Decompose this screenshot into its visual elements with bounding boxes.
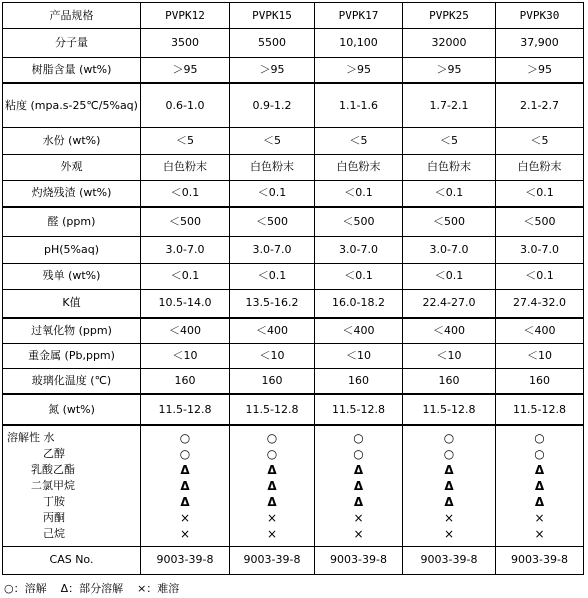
solvent-name: 水 xyxy=(43,430,55,444)
row-viscosity xyxy=(3,83,584,127)
solubility-symbol: Δ xyxy=(353,478,364,493)
cell-heavy-metal: ＜10 xyxy=(230,344,315,368)
cell-aldehyde: ＜500 xyxy=(315,207,403,237)
row-residual-monomer xyxy=(3,263,584,289)
solubility-symbol: × xyxy=(179,510,191,525)
cell-resin-content: ＞95 xyxy=(141,57,230,83)
solubility-symbol: × xyxy=(266,526,278,541)
solvent-line xyxy=(7,462,138,478)
cell-nitrogen: 11.5-12.8 xyxy=(315,394,403,424)
cell-residual-monomer: ＜0.1 xyxy=(141,263,230,289)
solubility-symbols xyxy=(403,425,496,546)
solubility-symbols xyxy=(496,425,584,546)
row-label: CAS No. xyxy=(3,546,141,574)
grade-header: PVPK17 xyxy=(315,3,403,29)
solubility-symbol: × xyxy=(353,526,364,541)
solubility-symbol: ○ xyxy=(266,446,278,461)
cell-glass-transition: 160 xyxy=(230,368,315,394)
solubility-symbol: Δ xyxy=(267,478,277,493)
cell-peroxide: ＜400 xyxy=(496,318,584,344)
cell-glass-transition: 160 xyxy=(403,368,496,394)
header-row xyxy=(3,3,584,29)
solubility-symbol: ○ xyxy=(266,430,278,445)
cell-cas: 9003-39-8 xyxy=(496,546,584,574)
cell-cas: 9003-39-8 xyxy=(141,546,230,574)
cell-peroxide: ＜400 xyxy=(315,318,403,344)
row-label: 分子量 xyxy=(3,29,141,57)
solubility-symbol: × xyxy=(534,510,545,525)
cell-molecular-weight: 32000 xyxy=(403,29,496,57)
cell-nitrogen: 11.5-12.8 xyxy=(403,394,496,424)
solubility-symbol: × xyxy=(179,526,191,541)
cell-aldehyde: ＜500 xyxy=(403,207,496,237)
solubility-symbols xyxy=(230,425,315,546)
spec-table-body xyxy=(3,3,584,575)
solvent-name: 乙醇 xyxy=(43,446,65,460)
solubility-symbol: Δ xyxy=(444,462,454,477)
solubility-symbol: Δ xyxy=(534,462,545,477)
cell-resin-content: ＞95 xyxy=(496,57,584,83)
solubility-symbol: Δ xyxy=(180,478,190,493)
solvent-line xyxy=(7,446,138,462)
solubility-symbol: ○ xyxy=(179,430,191,445)
row-label: K值 xyxy=(3,289,141,317)
solubility-symbol: ○ xyxy=(353,446,364,461)
solubility-symbol: Δ xyxy=(534,478,545,493)
cell-appearance: 白色粉末 xyxy=(141,154,230,180)
spec-table xyxy=(2,2,584,575)
cell-heavy-metal: ＜10 xyxy=(141,344,230,368)
row-cas xyxy=(3,546,584,574)
cell-ignition-residue: ＜0.1 xyxy=(230,180,315,206)
cell-nitrogen: 11.5-12.8 xyxy=(496,394,584,424)
solubility-symbol: Δ xyxy=(180,462,190,477)
row-heavy-metal xyxy=(3,344,584,368)
row-label: 灼烧残渣 (wt%) xyxy=(3,180,141,206)
cell-glass-transition: 160 xyxy=(496,368,584,394)
cell-peroxide: ＜400 xyxy=(403,318,496,344)
solvent-name: 丙酮 xyxy=(43,510,65,524)
cell-nitrogen: 11.5-12.8 xyxy=(230,394,315,424)
row-solubility xyxy=(3,425,584,546)
cell-cas: 9003-39-8 xyxy=(403,546,496,574)
solubility-symbol: ○ xyxy=(443,430,455,445)
solubility-symbol: Δ xyxy=(353,494,364,509)
solvent-line xyxy=(7,478,138,494)
grade-header: PVPK12 xyxy=(141,3,230,29)
cell-appearance: 白色粉末 xyxy=(496,154,584,180)
cell-k-value: 16.0-18.2 xyxy=(315,289,403,317)
cell-ignition-residue: ＜0.1 xyxy=(496,180,584,206)
row-molecular-weight xyxy=(3,29,584,57)
row-resin-content xyxy=(3,57,584,83)
cell-resin-content: ＞95 xyxy=(403,57,496,83)
row-k-value xyxy=(3,289,584,317)
cell-aldehyde: ＜500 xyxy=(230,207,315,237)
row-label: 水份 (wt%) xyxy=(3,128,141,154)
solvent-line xyxy=(7,510,138,526)
cell-cas: 9003-39-8 xyxy=(315,546,403,574)
cell-water: ＜5 xyxy=(230,128,315,154)
solvent-line xyxy=(7,430,138,446)
solvent-name: 丁胺 xyxy=(43,494,65,508)
cell-resin-content: ＞95 xyxy=(230,57,315,83)
cell-aldehyde: ＜500 xyxy=(141,207,230,237)
solubility-symbol: Δ xyxy=(180,494,190,509)
row-aldehyde xyxy=(3,207,584,237)
header-label: 产品规格 xyxy=(3,3,141,29)
cell-water: ＜5 xyxy=(141,128,230,154)
cell-appearance: 白色粉末 xyxy=(315,154,403,180)
solubility-label-cell xyxy=(3,425,141,546)
row-glass-transition xyxy=(3,368,584,394)
solubility-symbol: ○ xyxy=(179,446,191,461)
cell-residual-monomer: ＜0.1 xyxy=(496,263,584,289)
cell-water: ＜5 xyxy=(496,128,584,154)
solubility-symbol: × xyxy=(353,510,364,525)
row-label: 树脂含量 (wt%) xyxy=(3,57,141,83)
cell-cas: 9003-39-8 xyxy=(230,546,315,574)
cell-molecular-weight: 5500 xyxy=(230,29,315,57)
cell-ph: 3.0-7.0 xyxy=(403,237,496,263)
cell-viscosity: 0.6-1.0 xyxy=(141,83,230,127)
row-label: 玻璃化温度 (℃) xyxy=(3,368,141,394)
cell-nitrogen: 11.5-12.8 xyxy=(141,394,230,424)
cell-molecular-weight: 3500 xyxy=(141,29,230,57)
solubility-symbol: Δ xyxy=(444,478,454,493)
solubility-symbol: Δ xyxy=(534,494,545,509)
cell-heavy-metal: ＜10 xyxy=(403,344,496,368)
row-ignition-residue xyxy=(3,180,584,206)
cell-appearance: 白色粉末 xyxy=(230,154,315,180)
cell-residual-monomer: ＜0.1 xyxy=(403,263,496,289)
row-ph xyxy=(3,237,584,263)
solvent-name: 己烷 xyxy=(43,526,65,540)
cell-viscosity: 0.9-1.2 xyxy=(230,83,315,127)
row-label: 醛 (ppm) xyxy=(3,207,141,237)
cell-k-value: 10.5-14.0 xyxy=(141,289,230,317)
solubility-legend: ○：溶解 Δ：部分溶解 ×：难溶 xyxy=(4,582,180,595)
solubility-symbol: × xyxy=(443,526,455,541)
row-label: pH(5%aq) xyxy=(3,237,141,263)
cell-k-value: 13.5-16.2 xyxy=(230,289,315,317)
cell-aldehyde: ＜500 xyxy=(496,207,584,237)
cell-resin-content: ＞95 xyxy=(315,57,403,83)
row-label: 过氧化物 (ppm) xyxy=(3,318,141,344)
solubility-symbols xyxy=(315,425,403,546)
grade-header: PVPK30 xyxy=(496,3,584,29)
cell-ph: 3.0-7.0 xyxy=(496,237,584,263)
solubility-symbol: Δ xyxy=(444,494,454,509)
cell-molecular-weight: 37,900 xyxy=(496,29,584,57)
grade-header: PVPK15 xyxy=(230,3,315,29)
cell-ph: 3.0-7.0 xyxy=(141,237,230,263)
solvent-name: 二氯甲烷 xyxy=(31,478,75,492)
solubility-symbol: × xyxy=(534,526,545,541)
cell-ph: 3.0-7.0 xyxy=(315,237,403,263)
grade-header: PVPK25 xyxy=(403,3,496,29)
cell-appearance: 白色粉末 xyxy=(403,154,496,180)
solubility-symbol: ○ xyxy=(353,430,364,445)
cell-ignition-residue: ＜0.1 xyxy=(315,180,403,206)
solubility-symbol: ○ xyxy=(534,430,545,445)
solubility-symbol: × xyxy=(266,510,278,525)
cell-viscosity: 1.7-2.1 xyxy=(403,83,496,127)
cell-water: ＜5 xyxy=(403,128,496,154)
row-label: 外观 xyxy=(3,154,141,180)
solubility-symbol: Δ xyxy=(267,494,277,509)
cell-heavy-metal: ＜10 xyxy=(496,344,584,368)
row-appearance xyxy=(3,154,584,180)
solvent-line xyxy=(7,494,138,510)
solubility-label: 溶解性 xyxy=(7,430,40,444)
solubility-symbol: × xyxy=(443,510,455,525)
cell-k-value: 22.4-27.0 xyxy=(403,289,496,317)
solvent-name: 乳酸乙酯 xyxy=(31,462,75,476)
solubility-symbol: ○ xyxy=(534,446,545,461)
row-label: 氮 (wt%) xyxy=(3,394,141,424)
row-label: 重金属 (Pb,ppm) xyxy=(3,344,141,368)
solubility-symbol: Δ xyxy=(267,462,277,477)
row-nitrogen xyxy=(3,394,584,424)
row-peroxide xyxy=(3,318,584,344)
cell-peroxide: ＜400 xyxy=(230,318,315,344)
cell-residual-monomer: ＜0.1 xyxy=(230,263,315,289)
solvent-line xyxy=(7,526,138,542)
cell-water: ＜5 xyxy=(315,128,403,154)
row-label: 粘度 (mpa.s-25℃/5%aq) xyxy=(3,83,141,127)
cell-residual-monomer: ＜0.1 xyxy=(315,263,403,289)
cell-glass-transition: 160 xyxy=(315,368,403,394)
solubility-symbols xyxy=(141,425,230,546)
row-label: 残单 (wt%) xyxy=(3,263,141,289)
cell-molecular-weight: 10,100 xyxy=(315,29,403,57)
cell-k-value: 27.4-32.0 xyxy=(496,289,584,317)
cell-viscosity: 2.1-2.7 xyxy=(496,83,584,127)
cell-glass-transition: 160 xyxy=(141,368,230,394)
cell-heavy-metal: ＜10 xyxy=(315,344,403,368)
cell-viscosity: 1.1-1.6 xyxy=(315,83,403,127)
solubility-symbol: Δ xyxy=(353,462,364,477)
row-water xyxy=(3,128,584,154)
cell-ignition-residue: ＜0.1 xyxy=(403,180,496,206)
solubility-symbol: ○ xyxy=(443,446,455,461)
cell-ignition-residue: ＜0.1 xyxy=(141,180,230,206)
cell-ph: 3.0-7.0 xyxy=(230,237,315,263)
cell-peroxide: ＜400 xyxy=(141,318,230,344)
